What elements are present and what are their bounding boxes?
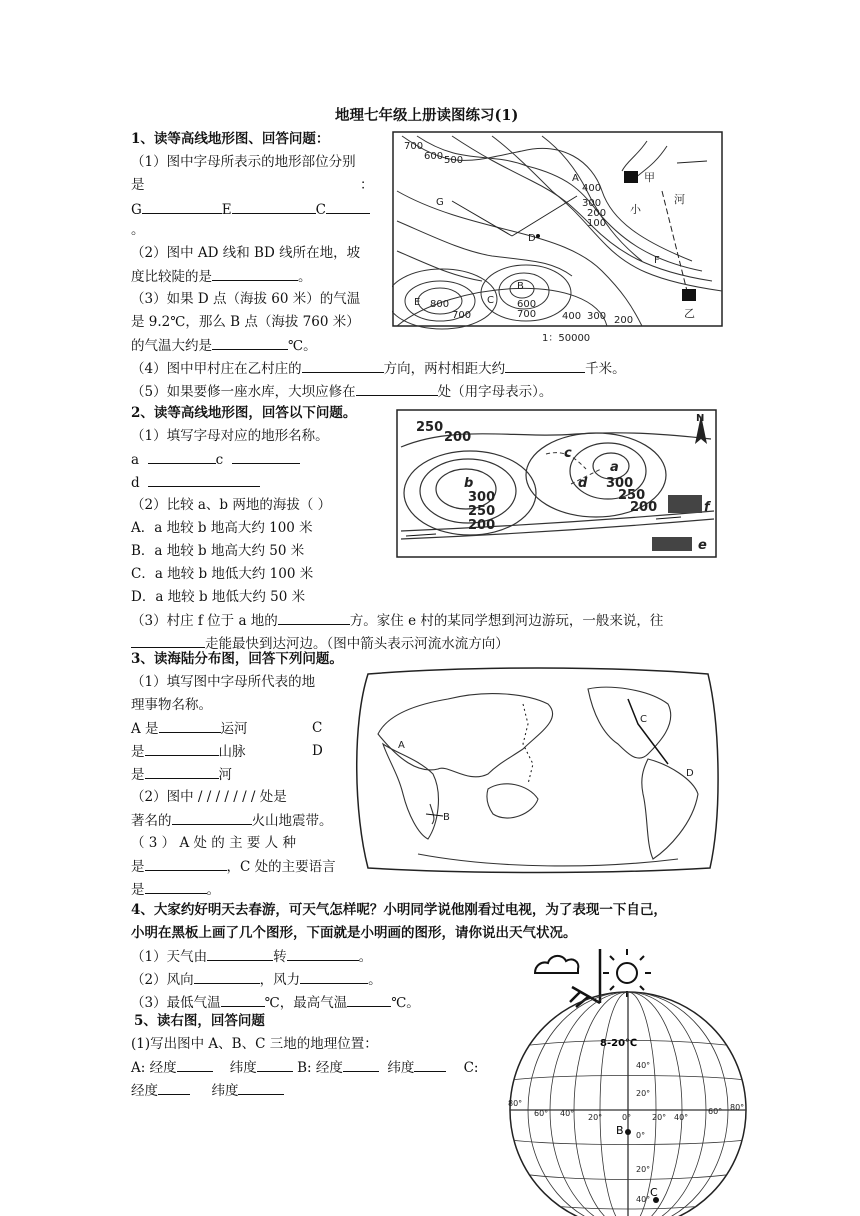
label-c: C [315, 202, 326, 218]
lon-label: 80° [508, 1099, 523, 1108]
q5-text: B: 经度 [297, 1060, 343, 1076]
q2-line [131, 609, 663, 632]
q3-line [131, 740, 246, 763]
q1-text: 度比较陡的是 [131, 269, 212, 285]
q5-line [131, 1079, 284, 1102]
contour-label: 300 [587, 311, 607, 322]
q2-option[interactable]: D．a 地较 b 地低大约 50 米 [131, 589, 306, 605]
q3-text: 是 [131, 859, 145, 875]
blank-temp[interactable] [212, 334, 288, 350]
q2-line: （2）比较 a、b 两地的海拔（ ） [131, 497, 332, 513]
q3-heading: 3、读海陆分布图，回答下列问题。 [131, 651, 343, 667]
q3-text: 著名的 [131, 813, 172, 829]
q3-text: 是 [131, 744, 145, 760]
q2-label-a: a [131, 452, 140, 468]
fault-symbol: / / / / / / / [197, 789, 256, 805]
blank-weather-from[interactable] [207, 945, 273, 961]
q3-line [131, 855, 336, 878]
blank-belt[interactable] [172, 809, 252, 825]
q4-text: （1）天气由 [131, 949, 208, 965]
contour-label: 600 [424, 151, 444, 162]
blank-a[interactable] [148, 448, 216, 464]
globe-diagram [504, 986, 752, 1216]
blank-g[interactable] [142, 198, 222, 214]
q2-option[interactable]: B．a 地较 b 地高大约 50 米 [131, 543, 305, 559]
q2-heading: 2、读等高线地形图，回答以下问题。 [131, 405, 357, 421]
contour-label: 300 [468, 490, 496, 505]
point-label: a [610, 460, 619, 475]
q5-heading: 5、读右图，回答问题 [134, 1013, 265, 1029]
label-e: E [221, 202, 232, 218]
blank-mountain[interactable] [145, 740, 219, 756]
q1-line [131, 334, 317, 357]
q1-text: 处（用字母表示）。 [437, 384, 553, 400]
contour-map-1 [392, 131, 724, 346]
q3-line [131, 809, 333, 832]
q3-text: 是 [131, 882, 145, 898]
blank-steep[interactable] [212, 265, 298, 281]
q3-text: 河 [218, 767, 232, 783]
contour-label: 400 [562, 311, 582, 322]
contour-label: 700 [517, 309, 537, 320]
contour-label: 300 [606, 476, 634, 491]
q2-line [131, 448, 300, 471]
blank-distance[interactable] [505, 357, 585, 373]
q4-text: ，风力 [259, 972, 301, 988]
q3-text: 山脉 [218, 744, 246, 760]
q1-text: 的气温大约是 [131, 338, 212, 354]
blank-wind-force[interactable] [300, 968, 368, 984]
q1-line: （2）图中 AD 线和 BD 线所在地，坡 [131, 245, 361, 261]
q5-line: (1)写出图中 A、B、C 三地的地理位置： [131, 1036, 378, 1052]
blank-race[interactable] [145, 855, 227, 871]
point-label: f [704, 500, 710, 515]
map-point-b: B [443, 812, 450, 823]
q3-text: 运河 [220, 721, 248, 737]
q3-line [131, 763, 232, 786]
point-label: c [564, 446, 572, 461]
lon-label: 40° [674, 1113, 689, 1122]
map-scale: 1：50000 [542, 333, 591, 344]
q1-heading: 1、读等高线地形图、回答问题： [131, 131, 330, 147]
q1-text: ℃。 [288, 338, 317, 354]
blank-canal[interactable] [159, 717, 221, 733]
blank-a-lat[interactable] [257, 1056, 293, 1072]
contour-label: 200 [468, 518, 496, 533]
world-map [348, 664, 724, 876]
point-label: B [517, 281, 524, 292]
lat-label: 0° [636, 1131, 646, 1140]
contour-label: 400 [582, 183, 602, 194]
contour-label: 200 [444, 430, 472, 445]
globe-point-b: B [616, 1124, 624, 1137]
q3-text: D [312, 743, 323, 759]
map-point-a: A [398, 740, 405, 751]
blank-b-lat[interactable] [414, 1056, 446, 1072]
q5-text: C: [463, 1060, 479, 1076]
q4-text: 。 [358, 949, 373, 965]
q3-line [131, 717, 248, 740]
map-point-d: D [686, 768, 694, 779]
q1-line [131, 380, 552, 403]
q1-line [131, 265, 312, 288]
river-label: 河 [674, 193, 685, 206]
point-label: b [464, 476, 474, 491]
q5-line [131, 1056, 478, 1079]
q2-line [131, 471, 260, 494]
contour-label: 700 [404, 141, 424, 152]
q1-line: 。 [131, 222, 145, 238]
blank-wind-direction[interactable] [194, 968, 260, 984]
contour-label: 200 [630, 500, 658, 515]
lon-label: 20° [588, 1113, 603, 1122]
contour-label: 300 [582, 198, 602, 209]
point-label: e [698, 538, 707, 553]
q2-label-c: c [215, 452, 224, 468]
q3-line [131, 878, 220, 901]
contour-label: 100 [587, 218, 607, 229]
q4-text: ℃，最高气温 [264, 995, 348, 1011]
q1-text: （5）如果要修一座水库，大坝应修在 [131, 384, 356, 400]
village-label: 乙 [684, 307, 695, 320]
lon-label: 20° [652, 1113, 667, 1122]
q1-line: ： [360, 177, 374, 193]
lon-label: 40° [560, 1109, 575, 1118]
lat-label: 20° [636, 1089, 651, 1098]
q3-text: 。 [206, 882, 220, 898]
q5-text: 纬度 [387, 1060, 415, 1076]
temperature-label: 8-20℃ [600, 1038, 638, 1049]
q1-answer-line [131, 198, 370, 221]
label-g: G [131, 202, 142, 218]
q4-text: 转 [273, 949, 287, 965]
blank-c2[interactable] [232, 448, 300, 464]
q1-line: （3）如果 D 点（海拔 60 米）的气温 [131, 291, 361, 307]
contour-label: 250 [468, 504, 496, 519]
q3-line: （1）填写图中字母所代表的地 [131, 674, 316, 690]
q4-line [131, 945, 372, 968]
q2-line: （1）填写字母对应的地形名称。 [131, 428, 329, 444]
q2-text: （3）村庄 f 位于 a 地的 [131, 613, 278, 629]
blank-a-lon[interactable] [177, 1056, 213, 1072]
q5-text: 经度 [131, 1083, 158, 1099]
lon-label: 60° [708, 1107, 723, 1116]
contour-label: 250 [416, 420, 444, 435]
globe-point-c: C [650, 1186, 658, 1199]
q4-heading: 4、大家约好明天去春游，可天气怎样呢？小明同学说他刚看过电视，为了表现一下自己， [131, 902, 667, 918]
river-label: 小 [630, 203, 641, 216]
q1-text: （4）图中甲村庄在乙村庄的 [131, 361, 302, 377]
q1-text: 方向，两村相距大约 [383, 361, 506, 377]
point-label: F [654, 255, 660, 266]
q2-label-d: d [131, 475, 140, 491]
blank-direction-f[interactable] [278, 609, 350, 625]
blank-weather-to[interactable] [287, 945, 359, 961]
contour-label: 200 [587, 208, 607, 219]
map-point-c: C [640, 714, 647, 725]
blank-max-temp[interactable] [347, 991, 391, 1007]
q3-text: 火山地震带。 [251, 813, 333, 829]
q4-text: ℃。 [391, 995, 420, 1011]
blank-c[interactable] [326, 198, 370, 214]
q1-line: （1）图中字母所表示的地形部位分别 [131, 154, 356, 170]
q3-text: C [312, 720, 323, 736]
lon-label: 0° [622, 1113, 632, 1122]
point-label: E [414, 297, 421, 308]
q3-line: （ 3 ） A 处 的 主 要 人 种 [131, 835, 296, 851]
q3-text: A 是 [131, 721, 159, 737]
q1-text: 千米。 [585, 361, 626, 377]
blank-language[interactable] [145, 878, 207, 894]
contour-label: 600 [517, 299, 537, 310]
q3-text: 处是 [259, 789, 287, 805]
lat-label: 40° [636, 1195, 651, 1204]
q1-line: 是 [131, 177, 145, 193]
page-title: 地理七年级上册读图练习(1) [335, 107, 519, 124]
q3-line [131, 786, 287, 808]
q4-text: （3）最低气温 [131, 995, 221, 1011]
q2-text: 方。家住 e 村的某同学想到河边游玩，一般来说，往 [349, 613, 664, 629]
contour-label: 500 [444, 155, 464, 166]
contour-map-2 [396, 409, 718, 559]
q3-text: ，C 处的主要语言 [226, 859, 336, 875]
q4-text: （2）风向 [131, 972, 194, 988]
point-label: A [572, 173, 579, 184]
blank-way[interactable] [131, 632, 205, 648]
lat-label: 20° [636, 1165, 651, 1174]
q1-line: 是 9.2℃，那么 B 点（海拔 760 米） [131, 314, 360, 330]
lat-label: 40° [636, 1061, 651, 1070]
lon-label: 80° [730, 1103, 745, 1112]
blank-c-lat[interactable] [238, 1079, 284, 1095]
q2-text: 走能最快到达河边。（图中箭头表示河流水流方向） [205, 636, 509, 652]
village-label: 甲 [644, 171, 655, 184]
q4-line [131, 968, 382, 991]
contour-label: 200 [614, 315, 634, 326]
point-label: d [578, 476, 588, 491]
blank-river[interactable] [145, 763, 219, 779]
q5-text: 纬度 [229, 1060, 257, 1076]
lon-label: 60° [534, 1109, 549, 1118]
point-label: D [528, 233, 536, 244]
blank-dam[interactable] [356, 380, 438, 396]
q5-text: A: 经度 [131, 1060, 177, 1076]
q5-text: 纬度 [211, 1083, 239, 1099]
contour-label: 800 [430, 299, 450, 310]
north-label: N [696, 413, 705, 424]
q3-text: 是 [131, 767, 145, 783]
q4-text: 。 [368, 972, 382, 988]
q3-text: （2）图中 [131, 789, 194, 805]
blank-min-temp[interactable] [221, 991, 265, 1007]
q1-text: 。 [298, 269, 312, 285]
cloudy-icon [535, 956, 578, 973]
blank-c-lon[interactable] [158, 1079, 190, 1095]
blank-direction[interactable] [302, 357, 384, 373]
blank-d[interactable] [148, 471, 260, 487]
q2-option[interactable]: A．a 地较 b 地高大约 100 米 [131, 520, 313, 536]
q3-line: 理事物名称。 [131, 697, 212, 713]
blank-b-lon[interactable] [343, 1056, 379, 1072]
contour-label: 700 [452, 310, 472, 321]
q1-line [131, 357, 626, 380]
blank-e[interactable] [232, 198, 316, 214]
point-label: C [487, 295, 494, 306]
q4-heading: 小明在黑板上画了几个图形，下面就是小明画的图形，请你说出天气状况。 [131, 925, 577, 941]
point-label: G [436, 197, 444, 208]
contour-label: 250 [618, 488, 646, 503]
q2-option[interactable]: C．a 地较 b 地低大约 100 米 [131, 566, 314, 582]
